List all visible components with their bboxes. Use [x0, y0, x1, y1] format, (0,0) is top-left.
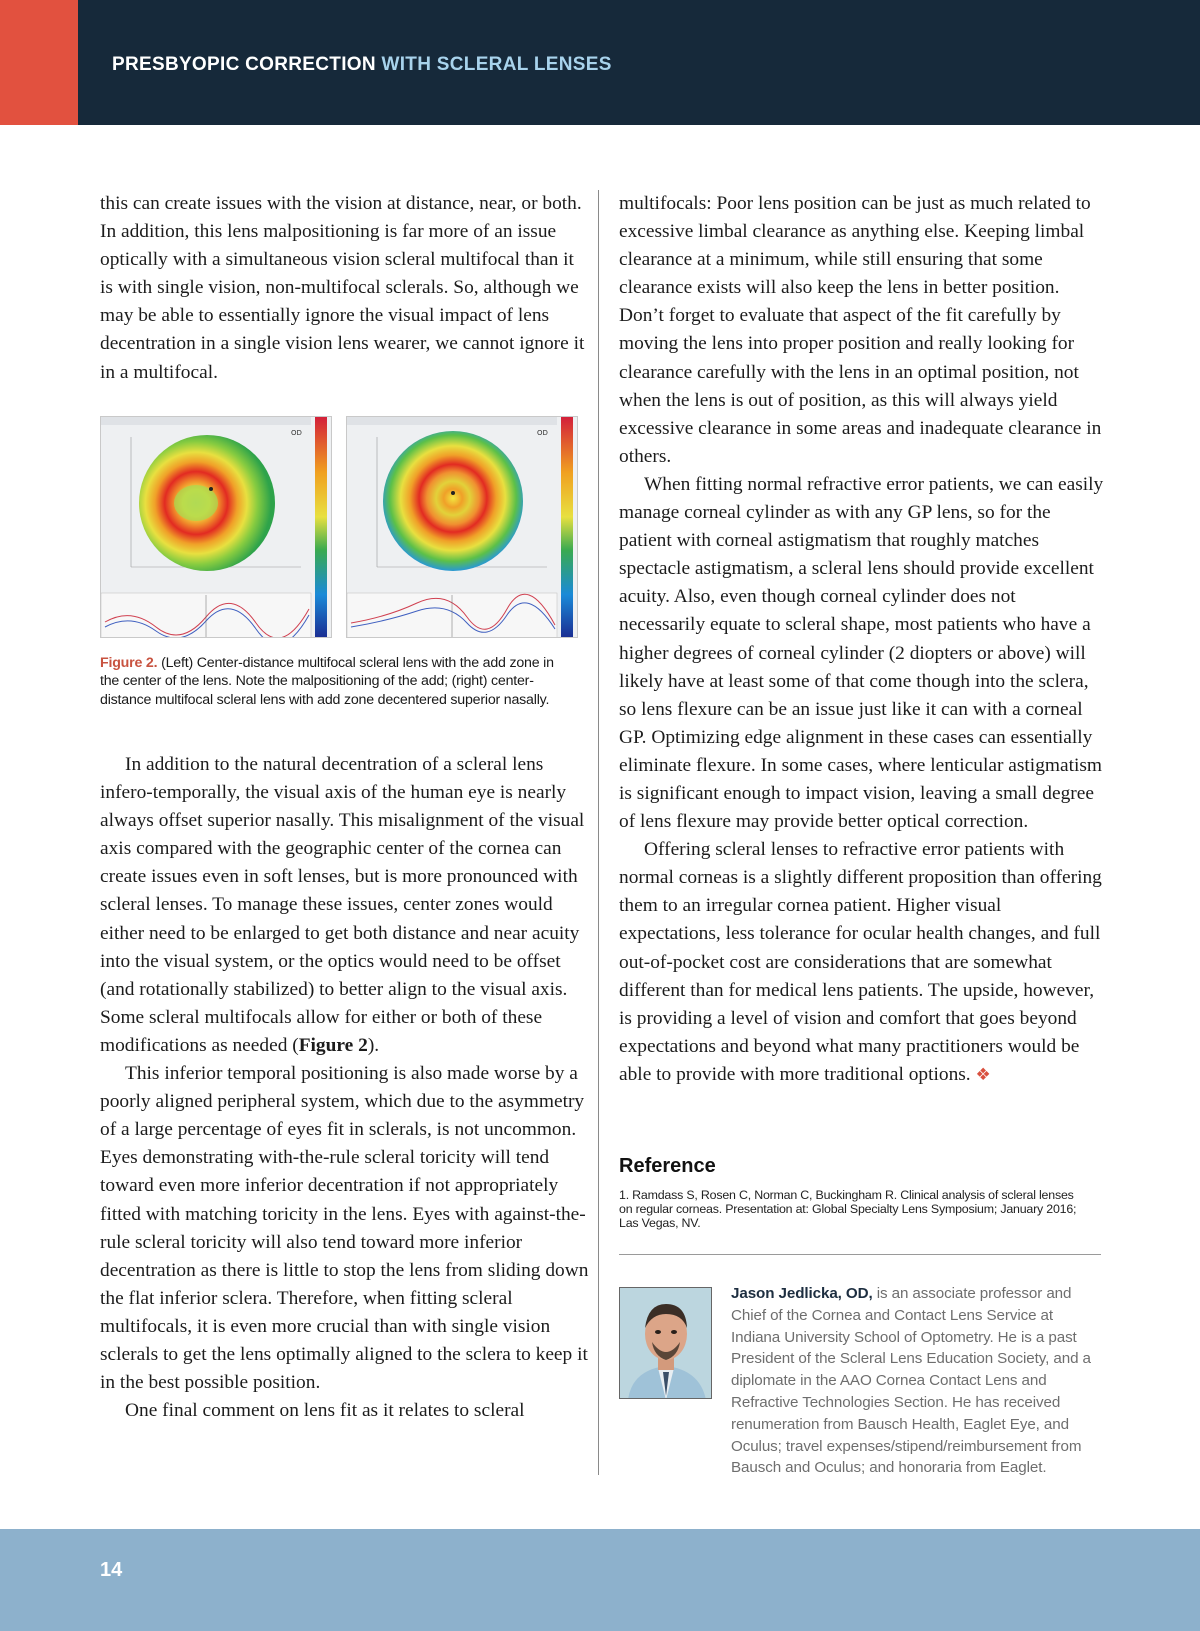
left-paragraph-2-end: ). [367, 1034, 380, 1056]
figure-2-reference: Figure 2 [298, 1034, 368, 1056]
topography-map-left-graphic [101, 417, 332, 638]
column-divider [598, 190, 599, 1475]
map-eye-label: OD [537, 429, 548, 437]
author-portrait-graphic [620, 1288, 712, 1399]
page-header [0, 0, 1200, 125]
map-toolbar [101, 417, 311, 425]
topography-map-right [346, 416, 578, 638]
left-paragraph-2 [100, 751, 590, 1060]
author-name: Jason Jedlicka, OD, [731, 1285, 873, 1302]
author-bio-text: is an associate professor and Chief of the Cornea and Contact Lens Service at Indiana University School of Optometry. He is a past President of the Scleral Lens Education Society, and a diplomate in the AAO Cornea Contact Lens and Refractive Technologies Section. He has received renumeration from Bausch Health, Eaglet Eye, and Oculus; travel expenses/stipend/reimbursement from Bausch and Oculus; and honoraria from Eaglet. [731, 1285, 1091, 1477]
left-column-top [100, 190, 590, 387]
running-title-main: PRESBYOPIC CORRECTION [112, 54, 376, 75]
running-title [112, 54, 612, 76]
page-footer [0, 1529, 1200, 1631]
header-red-block [0, 0, 78, 125]
author-bio [731, 1283, 1103, 1479]
figure-2 [100, 416, 578, 638]
figure-label: Figure 2. [100, 655, 158, 671]
bio-divider [619, 1254, 1101, 1255]
topography-map-right-graphic [347, 417, 578, 638]
topography-map-left [100, 416, 332, 638]
right-paragraph-3 [619, 836, 1104, 1089]
topography-disc [383, 431, 523, 571]
reference-item: 1. Ramdass S, Rosen C, Norman C, Buckingham R. Clinical analysis of scleral lenses on regular corneas. Presentation at: Global Specialty Lens Symposium; January 2016; Las Vegas, NV. [619, 1188, 1077, 1230]
left-paragraph-1: this can create issues with the vision at distance, near, or both. In addition, this lens malpositioning is far more of an issue optically with a simultaneous vision scleral multifocal than it is with single vision, non-multifocal sclerals. So, although we may be able to essentially ignore the visual impact of lens decentration in a single vision lens wearer, we cannot ignore it in a multifocal. [100, 193, 585, 383]
running-title-accent: WITH SCLERAL LENSES [381, 54, 612, 75]
reference-heading: Reference [619, 1155, 716, 1177]
left-paragraph-2-text: In addition to the natural decentration of a scleral lens infero-temporally, the visual axis of the human eye is nearly always offset superior nasally. This misalignment of the visual axis compared with the geographic center of the cornea can create issues even in soft lenses, but is more pronounced with scleral lenses. To manage these issues, center zones would either need to be enlarged to get both distance and near acuity into the visual system, or the optics would need to be offset (and rotationally stabilized) to better align to the visual axis. Some scleral multifocals allow for either or both of these modifications as needed ( [100, 754, 585, 1056]
right-column [619, 190, 1104, 1089]
right-paragraph-3-text: Offering scleral lenses to refractive error patients with normal corneas is a slightly different proposition than offering them to an irregular cornea patient. Higher visual expectations, less tolerance for ocular health changes, and full out-of-pocket cost are considerations that are somewhat different than for medical lens patients. The upside, however, is providing a level of vision and comfort that goes beyond expectations and beyond what many practitioners would be able to provide with more traditional options. [619, 839, 1102, 1085]
figure-caption [100, 654, 570, 709]
left-paragraph-3: This inferior temporal positioning is also made worse by a poorly aligned peripheral system, which due to the asymmetry of a large percentage of eyes fit in sclerals, is not uncommon. Eyes demonstrating with-the-rule scleral toricity will tend toward even more inferior decentration if not appropriately fitted with matching toricity in the lens. Eyes with against-the-rule scleral toricity will also tend toward more inferior decentration as there is little to stop the lens from sliding down the flat inferior sclera. Therefore, when fitting scleral multifocals, it is even more crucial than with single vision sclerals to get the lens optimally aligned to the sclera to keep it in the best possible position. [100, 1063, 589, 1394]
left-paragraph-4: One final comment on lens fit as it relates to scleral [125, 1400, 525, 1422]
right-paragraph-2: When fitting normal refractive error patients, we can easily manage corneal cylinder as with any GP lens, so for the patient with corneal astigmatism that roughly matches spectacle astigmatism, a scleral lens should provide excellent acuity. Also, even though corneal cylinder does not necessarily equate to scleral shape, most patients who have a higher degrees of corneal cylinder (2 diopters or above) will likely have at least some of that come though into the sclera, so lens flexure can be an issue just like it can with a corneal GP. Optimizing edge alignment in these cases can essentially eliminate flexure. In some cases, where lenticular astigmatism is significant enough to impact vision, leaving a small degree of lens flexure may provide better optical correction. [619, 473, 1104, 833]
map-eye-label: OD [291, 429, 302, 437]
color-scale [315, 417, 327, 638]
page-number: 14 [100, 1559, 123, 1581]
color-scale [561, 417, 573, 638]
author-photo [619, 1287, 712, 1399]
left-column-bottom [100, 751, 590, 1425]
end-mark-icon: ❖ [975, 1064, 991, 1085]
right-paragraph-1: multifocals: Poor lens position can be just as much related to excessive limbal clearance as anything else. Keeping limbal clearance at a minimum, while still ensuring that some clearance exists will also keep the lens in better position. Don’t forget to evaluate that aspect of the fit carefully by moving the lens into proper position and really looking for clearance carefully with the lens in an optimal position, not when the lens is out of position, as this will always yield excessive clearance in some areas and inadequate clearance in others. [619, 193, 1102, 467]
figure-caption-text: (Left) Center-distance multifocal scleral lens with the add zone in the center of the lens. Note the malpositioning of the add; (right) center-distance multifocal scleral lens with add zone decentered superior nasally. [100, 655, 554, 708]
